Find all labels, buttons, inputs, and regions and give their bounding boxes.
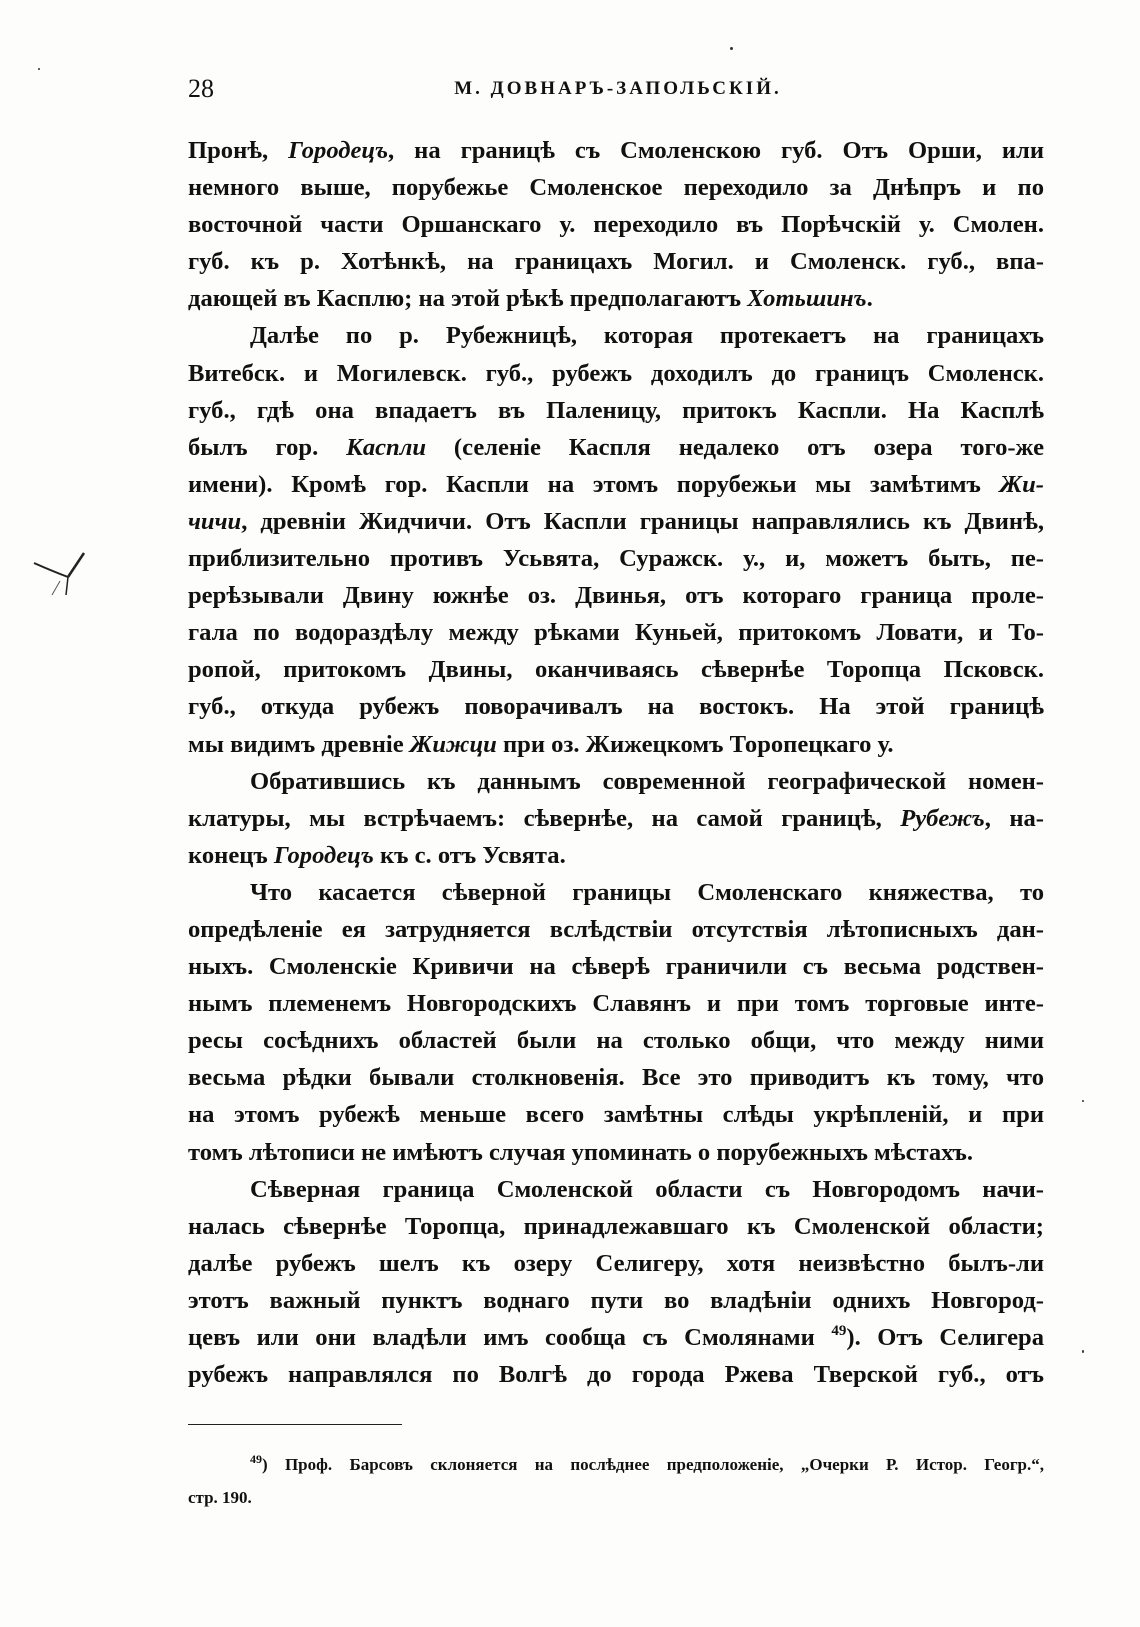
text-line: цевъ или они владѣли имъ сообща съ Смолянами $^{49}$). Отъ Селигера <box>188 1323 1045 1351</box>
text-line: далѣе рубежъ шелъ къ озеру Селигеру, хотя неизвѣстно былъ-ли <box>188 1249 1044 1277</box>
text-line: Далѣе по р. Рубежницѣ, которая протекаетъ на границахъ <box>250 322 1044 350</box>
body-text <box>188 132 1044 1393</box>
page-header <box>188 74 1048 110</box>
text-line: гала по водораздѣлу между рѣками Куньей, притокомъ Ловати, и То- <box>188 619 1044 647</box>
text-line: опредѣленіе ея затрудняется вслѣдствіи отсутствія лѣтописныхъ дан- <box>188 915 1044 943</box>
text-line: восточной части Оршанскаго у. переходило въ Порѣчскій у. Смолен. <box>188 211 1044 239</box>
text-line: былъ гор. Каспли (селеніе Каспля недалеко отъ озера того-же <box>188 433 1044 461</box>
text-line: томъ лѣтописи не имѣютъ случая упоминать о порубежныхъ мѣстахъ. <box>188 1138 974 1166</box>
text-line: немного выше, порубежье Смоленское переходило за Днѣпръ и по <box>188 174 1044 202</box>
text-line: налась сѣвернѣе Торопца, принадлежавшаго къ Смоленской области; <box>188 1212 1044 1240</box>
text-line: Витебск. и Могилевск. губ., рубежъ доходилъ до границъ Смоленск. <box>188 359 1044 387</box>
footnote-line: стр. 190. <box>188 1488 252 1507</box>
text-line: рубежъ направлялся по Волгѣ до города Ржева Тверской губ., отъ <box>188 1361 1044 1389</box>
text-line: имени). Кромѣ гор. Каспли на этомъ порубежьи мы замѣтимъ Жи- <box>188 470 1044 498</box>
text-line: ропой, притокомъ Двины, оканчиваясь сѣвернѣе Торопца Псковск. <box>188 656 1044 684</box>
running-head: М. ДОВНАРЪ-ЗАПОЛЬСКІЙ. <box>454 78 782 99</box>
text-line: клатуры, мы встрѣчаемъ: сѣвернѣе, на самой границѣ, Рубежъ, на- <box>188 804 1044 832</box>
footnote-line: $^{49}$) Проф. Барсовъ склоняется на послѣднее предположеніе, „Очерки Р. Истор. Геогр.“, <box>250 1452 1044 1474</box>
text-line: приблизительно противъ Усьвята, Суражск. у., и, можетъ быть, пе- <box>188 545 1044 573</box>
text-line: ресы сосѣднихъ областей были на столько общи, что между ними <box>188 1027 1044 1055</box>
text-line: нымъ племенемъ Новгородскихъ Славянъ и при томъ торговые инте- <box>188 990 1044 1018</box>
text-line: дающей въ Касплю; на этой рѣкѣ предполагаютъ Хотьшинъ. <box>188 285 873 313</box>
footnote <box>188 1448 1044 1514</box>
text-line: весьма рѣдки бывали столкновенія. Все это приводитъ къ тому, что <box>188 1064 1044 1092</box>
scan-speck <box>38 68 40 70</box>
scan-speck <box>730 47 733 50</box>
footnote-reference[interactable]: 49 <box>831 1323 847 1339</box>
text-line: ныхъ. Смоленскіе Кривичи на сѣверѣ граничили съ весьма родствен- <box>188 953 1044 981</box>
text-line: Пронѣ, Городецъ, на границѣ съ Смоленскою губ. Отъ Орши, или <box>188 137 1044 164</box>
text-line: рерѣзывали Двину южнѣе оз. Двинья, отъ котораго граница проле- <box>188 582 1044 610</box>
text-line: Обратившись къ даннымъ современной географической номен- <box>250 767 1044 795</box>
text-line: этотъ важный пунктъ воднаго пути во владѣніи однихъ Новгород- <box>188 1286 1044 1314</box>
text-line: Что касается сѣверной границы Смоленскаго княжества, то <box>250 878 1044 906</box>
footnote-divider <box>188 1424 402 1425</box>
scan-speck <box>1082 1100 1084 1102</box>
text-line: Сѣверная граница Смоленской области съ Новгородомъ начи- <box>250 1175 1044 1203</box>
text-line: мы видимъ древніе Жижци при оз. Жижецкомъ Торопецкаго у. <box>188 730 894 758</box>
pencil-mark-icon <box>30 545 90 605</box>
text-line: конецъ Городецъ къ с. отъ Усвята. <box>188 841 566 869</box>
scan-speck <box>1082 1350 1084 1353</box>
text-line: губ. къ р. Хотѣнкѣ, на границахъ Могил. и Смоленск. губ., впа- <box>188 248 1044 276</box>
text-line: на этомъ рубежѣ меньше всего замѣтны слѣды укрѣпленій, и при <box>188 1101 1044 1129</box>
page-number: 28 <box>188 74 214 103</box>
text-line: губ., гдѣ она впадаетъ въ Паленицу, притокъ Каспли. На Касплѣ <box>188 396 1044 424</box>
footnote-marker: 49 <box>250 1452 262 1466</box>
text-line: губ., откуда рубежъ поворачивалъ на востокъ. На этой границѣ <box>188 693 1044 721</box>
text-line: чичи, древніи Жидчичи. Отъ Каспли границы направлялись къ Двинѣ, <box>188 507 1044 535</box>
